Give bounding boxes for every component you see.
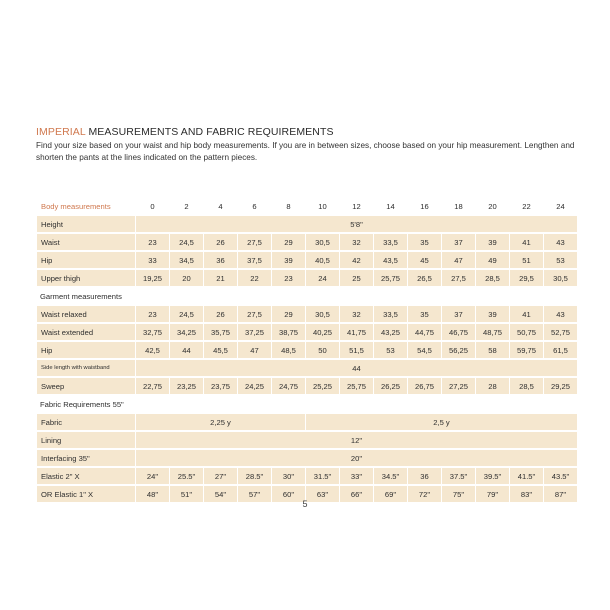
table-cell: 25.5"	[170, 468, 203, 484]
table-cell: 63"	[306, 486, 339, 502]
table-cell: 28,5	[510, 378, 543, 394]
table-cell: 29,25	[544, 378, 577, 394]
table-cell: 25,75	[374, 270, 407, 286]
table-cell: 24,5	[170, 234, 203, 250]
table-row	[37, 360, 577, 376]
table-cell: 32,75	[136, 324, 169, 340]
table-cell: 48,5	[272, 342, 305, 358]
table-cell: 37	[442, 306, 475, 322]
page-heading	[36, 126, 334, 138]
table-row	[37, 216, 577, 232]
table-cell: 39	[476, 234, 509, 250]
table-cell: 22	[238, 270, 271, 286]
section-label: Garment measurements	[40, 291, 122, 301]
table-cell: 33	[136, 252, 169, 268]
row-label: Waist relaxed	[37, 306, 135, 322]
table-cell: 26	[204, 306, 237, 322]
table-row	[37, 252, 577, 268]
table-cell: 43	[544, 234, 577, 250]
table-cell: 24,75	[272, 378, 305, 394]
row-value: 20"	[136, 450, 577, 466]
table-cell: 69"	[374, 486, 407, 502]
table-row	[37, 342, 577, 358]
table-cell: 54,5	[408, 342, 441, 358]
table-cell: 28,5	[476, 270, 509, 286]
row-label: Upper thigh	[37, 270, 135, 286]
table-cell: 61,5	[544, 342, 577, 358]
table-cell: 44	[170, 342, 203, 358]
table-cell: 53	[374, 342, 407, 358]
row-value: 5'8"	[136, 216, 577, 232]
table-row	[37, 324, 577, 340]
row-label: OR Elastic 1" X	[37, 486, 135, 502]
table-cell: 58	[476, 342, 509, 358]
row-label: Hip	[37, 252, 135, 268]
table-row	[37, 450, 577, 466]
row-value: 44	[136, 360, 577, 376]
table-cell: 42,5	[136, 342, 169, 358]
table-cell: 25,75	[340, 378, 373, 394]
table-cell: 23,25	[170, 378, 203, 394]
table-cell: 27"	[204, 468, 237, 484]
table-cell: 37.5"	[442, 468, 475, 484]
table-cell: 24"	[136, 468, 169, 484]
table-cell: 43	[544, 306, 577, 322]
size-header: 8	[286, 201, 291, 211]
table-cell: 29	[272, 306, 305, 322]
table-cell: 41.5"	[510, 468, 543, 484]
page-number: 5	[302, 499, 308, 509]
table-cell: 24,5	[170, 306, 203, 322]
table-cell: 22,75	[136, 378, 169, 394]
table-row	[37, 468, 577, 484]
table-cell: 21	[204, 270, 237, 286]
table-cell: 24,25	[238, 378, 271, 394]
table-cell: 25,25	[306, 378, 339, 394]
table-cell: 46,75	[442, 324, 475, 340]
table-cell: 23	[136, 306, 169, 322]
table-cell: 59,75	[510, 342, 543, 358]
table-cell: 54"	[204, 486, 237, 502]
table-cell: 51	[510, 252, 543, 268]
table-cell: 52,75	[544, 324, 577, 340]
table-cell: 42	[340, 252, 373, 268]
table-cell: 51,5	[340, 342, 373, 358]
table-cell: 28	[476, 378, 509, 394]
table-cell: 23	[136, 234, 169, 250]
table-cell: 32	[340, 306, 373, 322]
table-cell: 37	[442, 234, 475, 250]
table-cell: 60"	[272, 486, 305, 502]
size-header: 4	[218, 201, 223, 211]
heading-rest: MEASUREMENTS AND FABRIC REQUIREMENTS	[85, 126, 334, 138]
table-cell: 83"	[510, 486, 543, 502]
table-cell: 33,5	[374, 306, 407, 322]
table-cell: 47	[442, 252, 475, 268]
table-cell: 43.5"	[544, 468, 577, 484]
header-label: Body measurements	[41, 201, 111, 211]
table-cell: 47	[238, 342, 271, 358]
table-cell: 27,5	[238, 234, 271, 250]
row-label: Waist extended	[37, 324, 135, 340]
table-cell: 39	[476, 306, 509, 322]
table-cell: 48"	[136, 486, 169, 502]
size-header: 18	[454, 201, 463, 211]
table-row	[37, 414, 577, 430]
row-label: Fabric	[37, 414, 135, 430]
size-header: 6	[252, 201, 257, 211]
table-cell: 37,25	[238, 324, 271, 340]
table-cell: 27,5	[238, 306, 271, 322]
table-cell: 39	[272, 252, 305, 268]
table-cell: 26,75	[408, 378, 441, 394]
table-cell: 28.5"	[238, 468, 271, 484]
row-label: Sweep	[37, 378, 135, 394]
table-cell: 48,75	[476, 324, 509, 340]
table-row	[37, 378, 577, 394]
table-cell: 31.5"	[306, 468, 339, 484]
table-cell: 25	[340, 270, 373, 286]
table-cell: 27,25	[442, 378, 475, 394]
table-cell: 30"	[272, 468, 305, 484]
table-cell: 72"	[408, 486, 441, 502]
table-cell: 29,5	[510, 270, 543, 286]
table-cell: 50	[306, 342, 339, 358]
table-cell: 30,5	[544, 270, 577, 286]
table-cell: 35	[408, 306, 441, 322]
row-value: 12"	[136, 432, 577, 448]
row-label: Interfacing 35"	[37, 450, 135, 466]
table-cell: 30,5	[306, 306, 339, 322]
table-cell: 40,25	[306, 324, 339, 340]
table-cell: 41	[510, 234, 543, 250]
table-cell: 27,5	[442, 270, 475, 286]
table-row	[37, 234, 577, 250]
table-cell: 45	[408, 252, 441, 268]
table-row	[37, 270, 577, 286]
table-cell: 34.5"	[374, 468, 407, 484]
size-header: 2	[184, 201, 189, 211]
table-cell: 87"	[544, 486, 577, 502]
size-header: 14	[386, 201, 395, 211]
table-cell: 41,75	[340, 324, 373, 340]
table-cell: 35	[408, 234, 441, 250]
row-value-left: 2,25 y	[136, 414, 305, 430]
size-header: 0	[150, 201, 155, 211]
table-cell: 19,25	[136, 270, 169, 286]
table-cell: 36	[204, 252, 237, 268]
size-chart-table	[36, 196, 578, 504]
table-cell: 39.5"	[476, 468, 509, 484]
table-cell: 26,25	[374, 378, 407, 394]
table-row	[37, 432, 577, 448]
table-cell: 50,75	[510, 324, 543, 340]
table-cell: 56,25	[442, 342, 475, 358]
table-cell: 23,75	[204, 378, 237, 394]
table-row	[37, 306, 577, 322]
table-cell: 37,5	[238, 252, 271, 268]
table-cell: 33"	[340, 468, 373, 484]
section-row	[37, 288, 577, 304]
table-cell: 53	[544, 252, 577, 268]
table-cell: 44,75	[408, 324, 441, 340]
table-cell: 40,5	[306, 252, 339, 268]
section-label: Fabric Requirements 55"	[40, 399, 124, 409]
table-cell: 20	[170, 270, 203, 286]
table-cell: 26	[204, 234, 237, 250]
table-cell: 29	[272, 234, 305, 250]
size-header: 24	[556, 201, 565, 211]
table-cell: 43,25	[374, 324, 407, 340]
table-cell: 38,75	[272, 324, 305, 340]
table-cell: 33,5	[374, 234, 407, 250]
table-cell: 51"	[170, 486, 203, 502]
row-label: Waist	[37, 234, 135, 250]
table-cell: 57"	[238, 486, 271, 502]
table-cell: 32	[340, 234, 373, 250]
row-label: Height	[37, 216, 135, 232]
size-header: 16	[420, 201, 429, 211]
row-label: Lining	[37, 432, 135, 448]
table-cell: 34,25	[170, 324, 203, 340]
table-header-row	[37, 198, 577, 214]
table-cell: 24	[306, 270, 339, 286]
row-label: Elastic 2" X	[37, 468, 135, 484]
table-cell: 41	[510, 306, 543, 322]
table-cell: 43,5	[374, 252, 407, 268]
table-cell: 35,75	[204, 324, 237, 340]
table-cell: 66"	[340, 486, 373, 502]
table-cell: 30,5	[306, 234, 339, 250]
intro-text: Find your size based on your waist and hip body measurements. If you are in between sizes, choose based on your hip measurement. Lengthen and shorten the pants at the lines indicated on the pattern pieces.	[36, 141, 575, 162]
size-header: 22	[522, 201, 531, 211]
row-label: Side length with waistband	[37, 360, 135, 376]
table-cell: 49	[476, 252, 509, 268]
size-header: 10	[318, 201, 327, 211]
heading-accent: IMPERIAL	[36, 126, 86, 138]
size-header: 20	[488, 201, 497, 211]
table-cell: 23	[272, 270, 305, 286]
size-header: 12	[352, 201, 361, 211]
table-cell: 26,5	[408, 270, 441, 286]
row-value-right: 2,5 y	[306, 414, 577, 430]
table-cell: 45,5	[204, 342, 237, 358]
section-row	[37, 396, 577, 412]
table-cell: 34,5	[170, 252, 203, 268]
table-cell: 36	[408, 468, 441, 484]
table-cell: 79"	[476, 486, 509, 502]
row-label: Hip	[37, 342, 135, 358]
table-cell: 75"	[442, 486, 475, 502]
